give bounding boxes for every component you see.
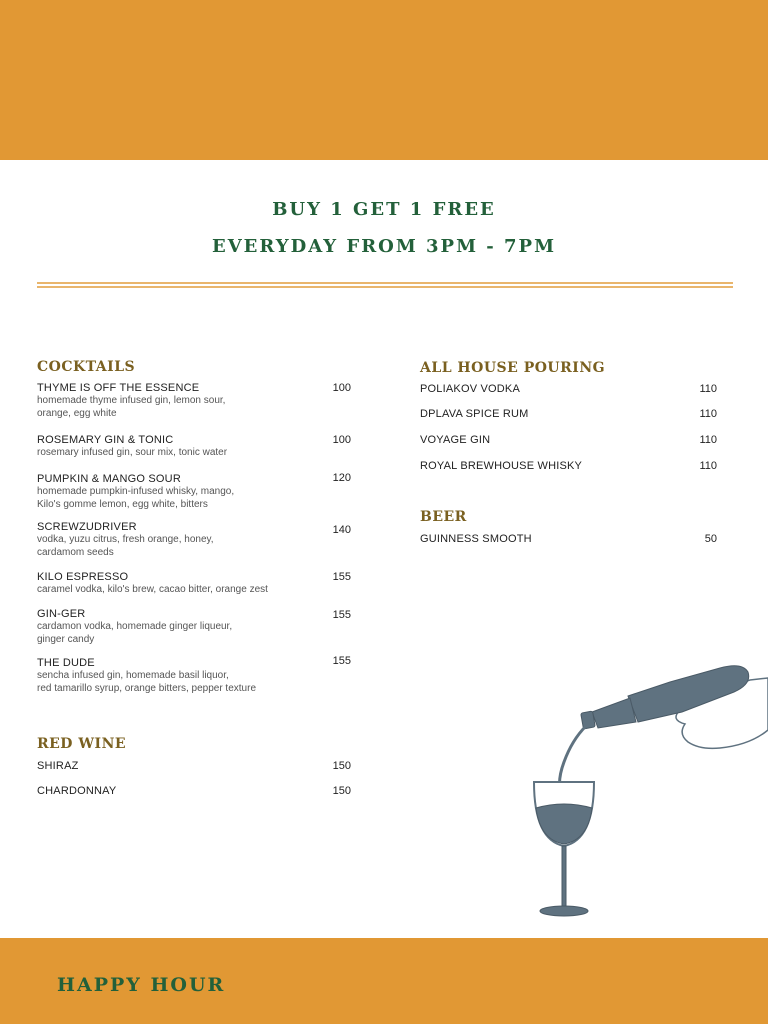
item-description: orange, egg white bbox=[37, 407, 117, 419]
glass-base-shape bbox=[540, 906, 588, 916]
item-price: 150 bbox=[332, 785, 351, 797]
bottle-lip-shape bbox=[581, 711, 596, 729]
item-description: homemade pumpkin-infused whisky, mango, bbox=[37, 486, 235, 497]
bottle-neck-shape bbox=[592, 698, 636, 728]
item-name: ROYAL BREWHOUSE WHISKY bbox=[420, 460, 583, 472]
item-name: THE DUDE bbox=[37, 657, 95, 669]
menu-item bbox=[37, 434, 227, 460]
menu-item bbox=[37, 571, 268, 597]
item-description: homemade thyme infused gin, lemon sour, bbox=[37, 395, 226, 406]
item-name: PUMPKIN & MANGO SOUR bbox=[37, 473, 181, 485]
section-title-red-wine: RED WINE bbox=[37, 736, 127, 752]
item-price: 155 bbox=[332, 609, 351, 621]
menu-item bbox=[420, 408, 529, 421]
item-description: ginger candy bbox=[37, 633, 95, 645]
menu-item bbox=[37, 382, 225, 420]
menu-item bbox=[37, 473, 234, 511]
item-description: caramel vodka, kilo's brew, cacao bitter, orange zest bbox=[37, 584, 268, 595]
item-price: 155 bbox=[332, 655, 351, 667]
menu-item bbox=[37, 608, 232, 646]
item-name: ROSEMARY GIN & TONIC bbox=[37, 434, 174, 446]
item-name: SCREWZUDRIVER bbox=[37, 521, 137, 533]
item-price: 100 bbox=[332, 382, 351, 394]
item-name: CHARDONNAY bbox=[37, 785, 117, 797]
item-name: GIN-GER bbox=[37, 608, 86, 620]
section-title-house-pouring: ALL HOUSE POURING bbox=[420, 360, 606, 376]
item-description: rosemary infused gin, sour mix, tonic water bbox=[37, 447, 228, 458]
item-price: 150 bbox=[332, 760, 351, 772]
item-price: 110 bbox=[699, 434, 717, 446]
item-name: THYME IS OFF THE ESSENCE bbox=[37, 382, 200, 394]
item-name: VOYAGE GIN bbox=[420, 434, 491, 446]
wine-stream-shape bbox=[560, 726, 587, 790]
section-title-beer: BEER bbox=[420, 509, 467, 525]
footer-title: HAPPY HOUR bbox=[57, 974, 226, 996]
item-name: SHIRAZ bbox=[37, 760, 79, 772]
menu-item bbox=[420, 533, 532, 546]
divider-rule bbox=[37, 282, 733, 284]
item-price: 110 bbox=[699, 383, 717, 395]
promo-line-hours: EVERYDAY FROM 3PM - 7PM bbox=[211, 236, 557, 257]
item-description: cardamon vodka, homemade ginger liqueur, bbox=[37, 621, 233, 632]
item-price: 100 bbox=[332, 434, 351, 446]
wine-pouring-illustration bbox=[520, 650, 768, 925]
item-price: 140 bbox=[332, 524, 351, 536]
promo-line-offer: BUY 1 GET 1 FREE bbox=[272, 199, 496, 220]
glass-stem-shape bbox=[562, 846, 566, 908]
item-price: 155 bbox=[332, 571, 351, 583]
header-band bbox=[0, 0, 768, 160]
menu-item bbox=[37, 760, 79, 773]
item-description: cardamom seeds bbox=[37, 546, 114, 558]
menu-item bbox=[420, 383, 520, 396]
wine-in-glass-shape bbox=[536, 804, 592, 844]
menu-item bbox=[37, 521, 214, 559]
item-name: DPLAVA SPICE RUM bbox=[420, 408, 529, 420]
menu-item bbox=[37, 785, 116, 798]
item-price: 110 bbox=[699, 408, 717, 420]
section-title-cocktails: COCKTAILS bbox=[37, 359, 136, 375]
item-price: 120 bbox=[332, 472, 351, 484]
item-name: GUINNESS SMOOTH bbox=[420, 533, 532, 545]
item-description: Kilo's gomme lemon, egg white, bitters bbox=[37, 498, 208, 510]
item-price: 50 bbox=[704, 533, 717, 545]
divider-rule bbox=[37, 286, 733, 288]
menu-item bbox=[420, 460, 582, 473]
menu-item bbox=[420, 434, 490, 447]
item-description: vodka, yuzu citrus, fresh orange, honey, bbox=[37, 534, 214, 545]
item-name: KILO ESPRESSO bbox=[37, 571, 129, 583]
item-description: red tamarillo syrup, orange bitters, pepper texture bbox=[37, 682, 256, 694]
menu-item bbox=[37, 657, 256, 695]
item-price: 110 bbox=[699, 460, 717, 472]
item-description: sencha infused gin, homemade basil liquor, bbox=[37, 670, 229, 681]
item-name: POLIAKOV VODKA bbox=[420, 383, 521, 395]
